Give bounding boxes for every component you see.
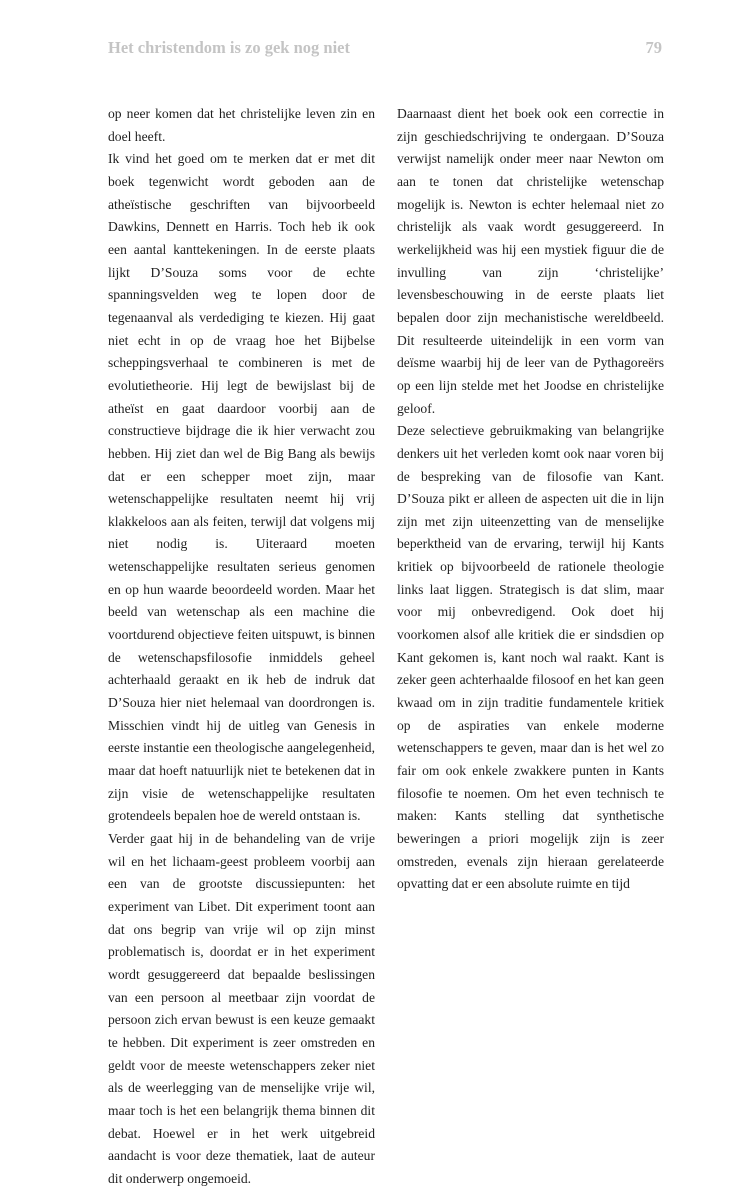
left-column — [108, 103, 375, 1186]
paragraph: Verder gaat hij in de behandeling van de vrije wil en het lichaam-geest probleem voorbij aan een van de grootste discussiepunten: het experiment van Libet. Dit experiment toont aan dat ons begrip van vrije wil op zijn minst problematisch is, doordat er in het experiment wordt gesuggereerd dat bepaalde beslissingen van een persoon al meetbaar zijn voordat de persoon zich ervan bewust is een keuze gemaakt te hebben. Dit experiment is zeer omstreden en geldt voor de meeste wetenschappers zeker niet als de weerlegging van de menselijke vrije wil, maar toch is het een belangrijk thema binnen dit debat. Hoewel er in het werk uitgebreid aandacht is voor deze thematiek, laat de auteur dit onderwerp ongemoeid. — [108, 831, 375, 1186]
running-title: Het christendom is zo gek nog niet — [108, 38, 350, 57]
paragraph: Ik vind het goed om te merken dat er met dit boek tegenwicht wordt geboden aan de atheïstische geschriften van bijvoorbeeld Dawkins, Dennett en Harris. Toch heb ik ook een aantal kanttekeningen. In de eerste plaats lijkt D’Souza soms voor de echte spanningsvelden weg te lopen door de tegenaanval als verdediging te kiezen. Hij gaat niet echt in op de vraag hoe het Bijbelse scheppingsverhaal te combineren is met de evolutietheorie. Hij legt de bewijslast bij de atheïst en gaat daardoor voorbij aan de constructieve bijdrage die ik hier verwacht zou hebben. Hij ziet dan wel de Big Bang als bewijs dat er een schepper moet zijn, maar wetenschappelijke resultaten neemt hij vrij klakkeloos aan als feiten, terwijl dat volgens mij niet nodig is. Uiteraard moeten wetenschappelijke resultaten serieus genomen en op hun waarde beoordeeld worden. Maar het beeld van wetenschap als een machine die voortdurend objectieve feiten uitspuwt, is binnen de wetenschapsfilosofie inmiddels geheel achterhaald geraakt en ik heb de indruk dat D’Souza hier niet helemaal van doordrongen is. Misschien vindt hij de uitleg van Genesis in eerste instantie een theologische aangelegenheid, maar dat hoeft natuurlijk niet te betekenen dat in zijn visie de wetenschappelijke resultaten grotendeels bepalen hoe de wereld ontstaan is. — [108, 151, 375, 824]
paragraph: op neer komen dat het christelijke leven zin en doel heeft. — [108, 106, 375, 144]
paragraph: Daarnaast dient het boek ook een correctie in zijn geschiedschrijving te ondergaan. D’Souza verwijst namelijk onder meer naar Newton om aan te tonen dat christelijke wetenschap mogelijk is. Newton is echter helemaal niet zo christelijk als vaak wordt gesuggereerd. In werkelijkheid was hij een mystiek figuur die de invulling van zijn ‘christelijke’ levensbeschouwing in de eerste plaats liet bepalen door zijn mechanistische wereldbeeld. Dit resulteerde uiteindelijk in een vorm van deïsme waarbij hij de leer van de Pythagoreërs op een lijn stelde met het Joodse en christelijke geloof. — [397, 106, 664, 416]
page-number: 79 — [645, 38, 662, 57]
right-column — [397, 103, 664, 1003]
paragraph: Deze selectieve gebruikmaking van belangrijke denkers uit het verleden komt ook naar voren bij de bespreking van de filosofie van Kant. D’Souza pikt er alleen de aspecten uit die in lijn zijn met zijn uiteenzetting van de menselijke beperktheid van de ervaring, terwijl hij Kants kritiek op bijvoorbeeld de rationele theologie links laat liggen. Strategisch is dat slim, maar voor mij onbevredigend. Ook doet hij voorkomen alsof alle kritiek die er sindsdien op Kant gekomen is, kant noch wal raakt. Kant is zeker geen achterhaalde filosoof en het kan geen kwaad om in zijn traditie fundamentele kritiek op de aspiraties van enkele moderne wetenschappers te geven, maar dan is het wel zo fair om ook enkele zwakkere punten in Kants filosofie te noemen. Om het even technisch te maken: Kants stelling dat synthetische beweringen a priori mogelijk zijn is zeer omstreden, evenals zijn hieraan gerelateerde opvatting dat er een absolute ruimte en tijd — [397, 423, 664, 892]
running-header — [108, 38, 662, 64]
text-columns — [108, 103, 664, 1186]
